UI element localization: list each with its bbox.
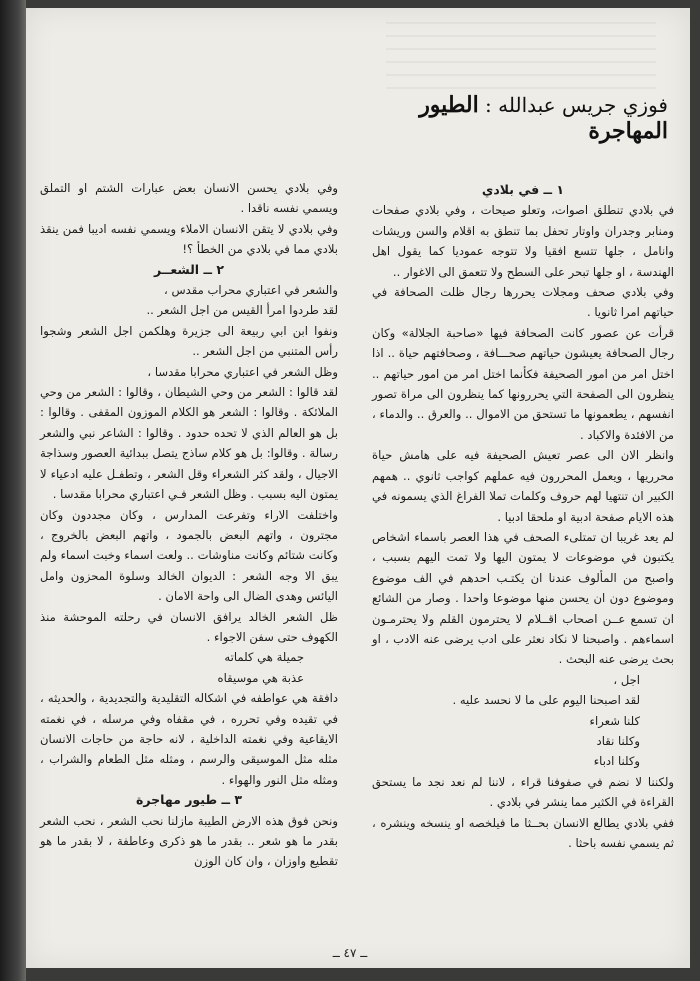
- bleed-through-text: [386, 22, 656, 94]
- right-verse-line: وكلنا نقاد: [596, 733, 640, 748]
- left-paragraph: ظل الشعر الخالد يرافق الانسان في رحلته الموحشة منذ الكهوف حتى سفن الاجواء .: [40, 609, 338, 644]
- right-paragraph: في بلادي تنطلق اصوات، وتعلو صيحات ، وفي بلادي صفحات ومنابر وجدران واوتار تحفل بما تنطق به اقلام والسن وريشات وانامل ، جلها تتسع افقيا ولا تتوجه عموديا كما يقول اهل الهندسة ، او جلها تبحر على السطح ولا تتعمق الى الاغوار ..: [372, 203, 674, 279]
- right-section-heading: ١ ــ في بلادي: [481, 182, 565, 197]
- left-verse-line: جميلة هي كلماته: [224, 650, 304, 665]
- left-section-heading: ٢ ــ الشعــر: [154, 261, 224, 277]
- article-header: [368, 92, 668, 144]
- left-paragraph: وظل الشعر في اعتباري محرابا مقدسا ،: [147, 364, 338, 379]
- left-paragraph: ونفوا ابن ابي ربيعة الى جزيرة وهلكمن اجل الشعر وشجوا رأس المتنبي من اجل الشعر ..: [40, 323, 338, 359]
- article-title: الطيور المهاجرة: [419, 92, 668, 144]
- left-paragraph: وفي بلادي لا يتقن الانسان الاملاء ويسمي نفسه اديبا فمن ينقذ بلادي مما في بلادي من الخطأ ؟!: [40, 221, 338, 257]
- right-paragraph: وفي بلادي صحف ومجلات يحررها رجال ظلت الصحافة في حياتهم امرا ثانويا .: [372, 285, 674, 320]
- right-paragraph: ولكننا لا نضم في صفوفنا قراء ، لاننا لم نعد نجد ما يستحق القراءة في الكثير مما ينشر في بلادي .: [372, 774, 674, 810]
- left-paragraph: والشعر في اعتباري محراب مقدس ،: [164, 283, 338, 298]
- right-verse-line: كلنا شعراء: [589, 713, 640, 728]
- right-paragraph: ففي بلادي يطالع الانسان بحــثا ما فيلخصه او ينسخه وينشره ، ثم يسمي نفسه باحثا .: [372, 815, 674, 850]
- page-number: ــ ٤٧ ــ: [332, 946, 368, 960]
- left-paragraph: واختلفت الاراء وتفرعت المدارس ، وكان مجددون وكان مجترون ، واتهم البعض بالجمود ، واتهم البعض بالخروج ، وكانت شتائم وكانت مناوشات .. ولعت اسماء وخبت اسماء ولم يبق الا وجه الشعر : الديوان الخالد وسلوة المحزون وامل اليائس وهدى الضال الى واحة الامان .: [40, 507, 338, 604]
- right-paragraph: لم يعد غريبا ان تمتلىء الصحف في هذا العصر باسماء اشخاص يكتبون في موضوعات لا يمتون اليها ولا تمت اليهم بسبب ، واصبح من المألوف عندنا ان يكتـب احدهم في الف موضوع وموضوع دون ان يحسن منها موضوعا واحدا . وصار من الشائع ان تسمع عــن اصحاب اقــلام لا يحترمون القلم ولا يحترمـون اسماءهم . واصبحنا لا نكاد نعثر على ادب يرضى عنه الادب ، او بحث يرضى عنه البحث .: [372, 529, 674, 667]
- right-verse-line: اجل ،: [613, 672, 640, 687]
- right-paragraph: قرأت عن عصور كانت الصحافة فيها «صاحبة الجلالة» وكان رجال الصحافة يعيشون حياتهم صحـــافة ، وصحافتهم حياة .. اذا اختل امر من امور الصحيفة فكأنما اختل امر من امور حياتهم .. ينظرون الى الصفحة التي يحررونها كما ينظرون الى مراة تصور انفسهم ، يطعمونها ما تستحق من الاموال .. والعرق .. والدماء ، من الافئدة والاكباد .: [372, 325, 674, 442]
- left-verse-line: عذبة هي موسيقاه: [217, 670, 304, 685]
- left-paragraph: وفي بلادي يحسن الانسان بعض عبارات الشتم او التملق ويسمي نفسه ناقدا .: [40, 181, 338, 216]
- right-verse-line: لقد اصبحنا اليوم على ما لا نحسد عليه .: [452, 693, 640, 708]
- right-verse-line: وكلنا ادباء: [593, 754, 640, 769]
- left-paragraph: لقد قالوا : الشعر من وحي الشيطان ، وقالوا : الشعر من وحي الملائكة . وقالوا : الشعر هو الكلام الموزون المقفى . وقالوا : بل هو العالم الذي لا تحده حدود . وقالوا : الشاعر نبي والشعر رسالة . وقالوا: بل هو كلام ساذج يتصل ببدائية العصور وسذاجة الاجيال ، ولقد كثر الشعراء وقل الشعر ، وتطفـل عليه ادعياء لا يمتون اليه بسبب . وظل الشعر فـي اعتباري محرابا مقدسا .: [40, 385, 338, 502]
- left-paragraph: ونحن فوق هذه الارض الطيبة مازلنا نحب الشعر ، نحب الشعر بقدر ما هو شعر .. بقدر ما هو ذكرى وعاطفة ، لا بقدر ما هو تقطيع واوزان ، وان كان الوزن: [40, 813, 338, 869]
- left-section-heading: ٣ ــ طيور مهاجرة: [136, 792, 242, 808]
- left-paragraph: دافقة هي عواطفه في اشكاله التقليدية والتجديدية ، والحديثه ، في تقيده وفي تحرره ، في مقفاه وفي مرسله ، في نغمته الايقاعية وفي نغمته الداخلية ، لانه حاجة من حاجات الانسان مثله مثل الموسيقى والرسم ، ومثله مثل الطعام والشراب ، ومثله مثل النور والهواء .: [40, 691, 338, 787]
- left-column: [40, 178, 338, 872]
- left-paragraph: لقد طردوا امرأ القيس من اجل الشعر ..: [146, 303, 338, 318]
- scan-edge-shadow: [0, 0, 26, 981]
- right-column: [372, 180, 674, 853]
- author-name: فوزي جريس عبدالله :: [485, 93, 668, 117]
- right-paragraph: وانظر الان الى عصر تعيش الصحيفة فيه على هامش حياة محرريها ، ويعمل المحررون فيه عملهم كواجب ثانوي .. همهم الكبير ان تنتهيا لهم حروف وكلمات تملا الفراغ الذي يسمونه في هذه الايام صفحة ادبية او ملحقا ادبيا .: [372, 448, 674, 524]
